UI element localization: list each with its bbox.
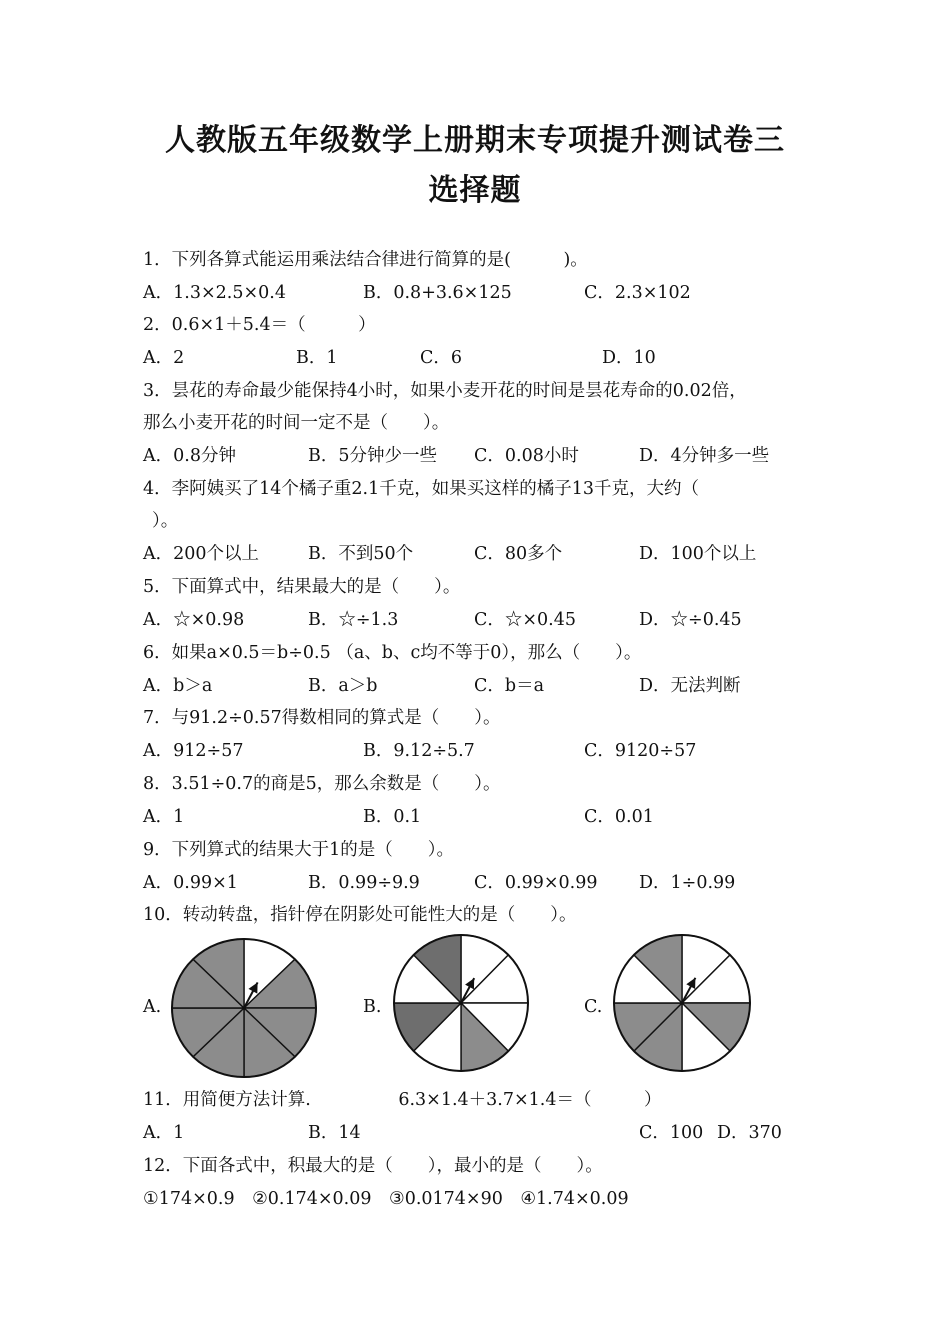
q11-option-c: C．100	[639, 1123, 704, 1143]
question-3-line-1: 3．昙花的寿命最少能保持4小时，如果小麦开花的时间是昙花寿命的0.02倍，	[143, 381, 747, 401]
q1-option-a: A．1.3×2.5×0.4	[143, 283, 286, 303]
question-3-line-2: 那么小麦开花的时间一定不是（ ）。	[143, 413, 450, 433]
q2-option-b: B．1	[296, 348, 338, 368]
q8-option-c: C．0.01	[584, 807, 654, 827]
q4-option-d: D．100个以上	[639, 544, 757, 564]
q6-option-b: B．a＞b	[308, 676, 378, 696]
q5-option-c: C．☆×0.45	[474, 610, 577, 630]
question-12: 12．下面各式中，积最大的是（ ），最小的是（ ）。	[143, 1156, 603, 1176]
q4-option-b: B．不到50个	[308, 544, 414, 564]
q6-option-c: C．b＝a	[474, 676, 545, 696]
q7-option-c: C．9120÷57	[584, 741, 697, 761]
q4-option-a: A．200个以上	[143, 544, 260, 564]
q2-option-c: C．6	[420, 348, 463, 368]
q3-option-a: A．0.8分钟	[143, 446, 236, 466]
page-subtitle: 选择题	[428, 173, 522, 208]
spinner-b	[392, 933, 530, 1073]
q5-option-b: B．☆÷1.3	[308, 610, 399, 630]
page-title: 人教版五年级数学上册期末专项提升测试卷三	[165, 123, 785, 158]
q11-option-d: D．370	[717, 1123, 782, 1143]
question-6: 6．如果a×0.5＝b÷0.5 （a、b、c均不等于0），那么（ ）。	[143, 643, 642, 663]
q3-option-c: C．0.08小时	[474, 446, 579, 466]
spinner-c	[612, 933, 752, 1073]
question-4-line-2: ）。	[152, 511, 179, 531]
q5-option-d: D．☆÷0.45	[639, 610, 742, 630]
question-7: 7．与91.2÷0.57得数相同的算式是（ ）。	[143, 708, 501, 728]
q1-option-c: C．2.3×102	[584, 283, 691, 303]
q7-option-b: B．9.12÷5.7	[363, 741, 475, 761]
q9-option-d: D．1÷0.99	[639, 873, 736, 893]
q8-option-b: B．0.1	[363, 807, 422, 827]
q7-option-a: A．912÷57	[143, 741, 244, 761]
question-10: 10．转动转盘，指针停在阴影处可能性大的是（ ）。	[143, 905, 577, 925]
q6-option-d: D．无法判断	[639, 676, 741, 696]
q3-option-d: D．4分钟多一些	[639, 446, 770, 466]
question-4-line-1: 4．李阿姨买了14个橘子重2.1千克，如果买这样的橘子13千克，大约（	[143, 479, 699, 499]
q1-option-b: B．0.8+3.6×125	[363, 283, 512, 303]
q6-option-a: A．b＞a	[143, 676, 213, 696]
q10-option-a-label: A.	[143, 997, 162, 1017]
q9-option-a: A．0.99×1	[143, 873, 238, 893]
q2-option-a: A．2	[143, 348, 185, 368]
q10-option-b-label: B.	[363, 997, 382, 1017]
q9-option-b: B．0.99÷9.9	[308, 873, 420, 893]
question-1: 1．下列各算式能运用乘法结合律进行简算的是( )。	[143, 250, 588, 270]
q9-option-c: C．0.99×0.99	[474, 873, 598, 893]
question-8: 8．3.51÷0.7的商是5，那么余数是（ ）。	[143, 774, 501, 794]
q12-options: ①174×0.9 ②0.174×0.09 ③0.0174×90 ④1.74×0.09	[143, 1189, 629, 1209]
q10-option-c-label: C.	[584, 997, 603, 1017]
q2-option-d: D．10	[602, 348, 656, 368]
q3-option-b: B．5分钟少一些	[308, 446, 437, 466]
q4-option-c: C．80多个	[474, 544, 563, 564]
question-5: 5．下面算式中，结果最大的是（ ）。	[143, 577, 461, 597]
q11-option-a: A．1	[143, 1123, 185, 1143]
question-9: 9．下列算式的结果大于1的是（ ）。	[143, 840, 455, 860]
q5-option-a: A．☆×0.98	[143, 610, 245, 630]
spinner-a	[170, 937, 318, 1079]
q11-option-b: B．14	[308, 1123, 361, 1143]
question-2: 2．0.6×1＋5.4＝（ ）	[143, 315, 376, 335]
q8-option-a: A．1	[143, 807, 185, 827]
question-11: 11．用简便方法计算. 6.3×1.4＋3.7×1.4＝（ ）	[143, 1090, 662, 1110]
